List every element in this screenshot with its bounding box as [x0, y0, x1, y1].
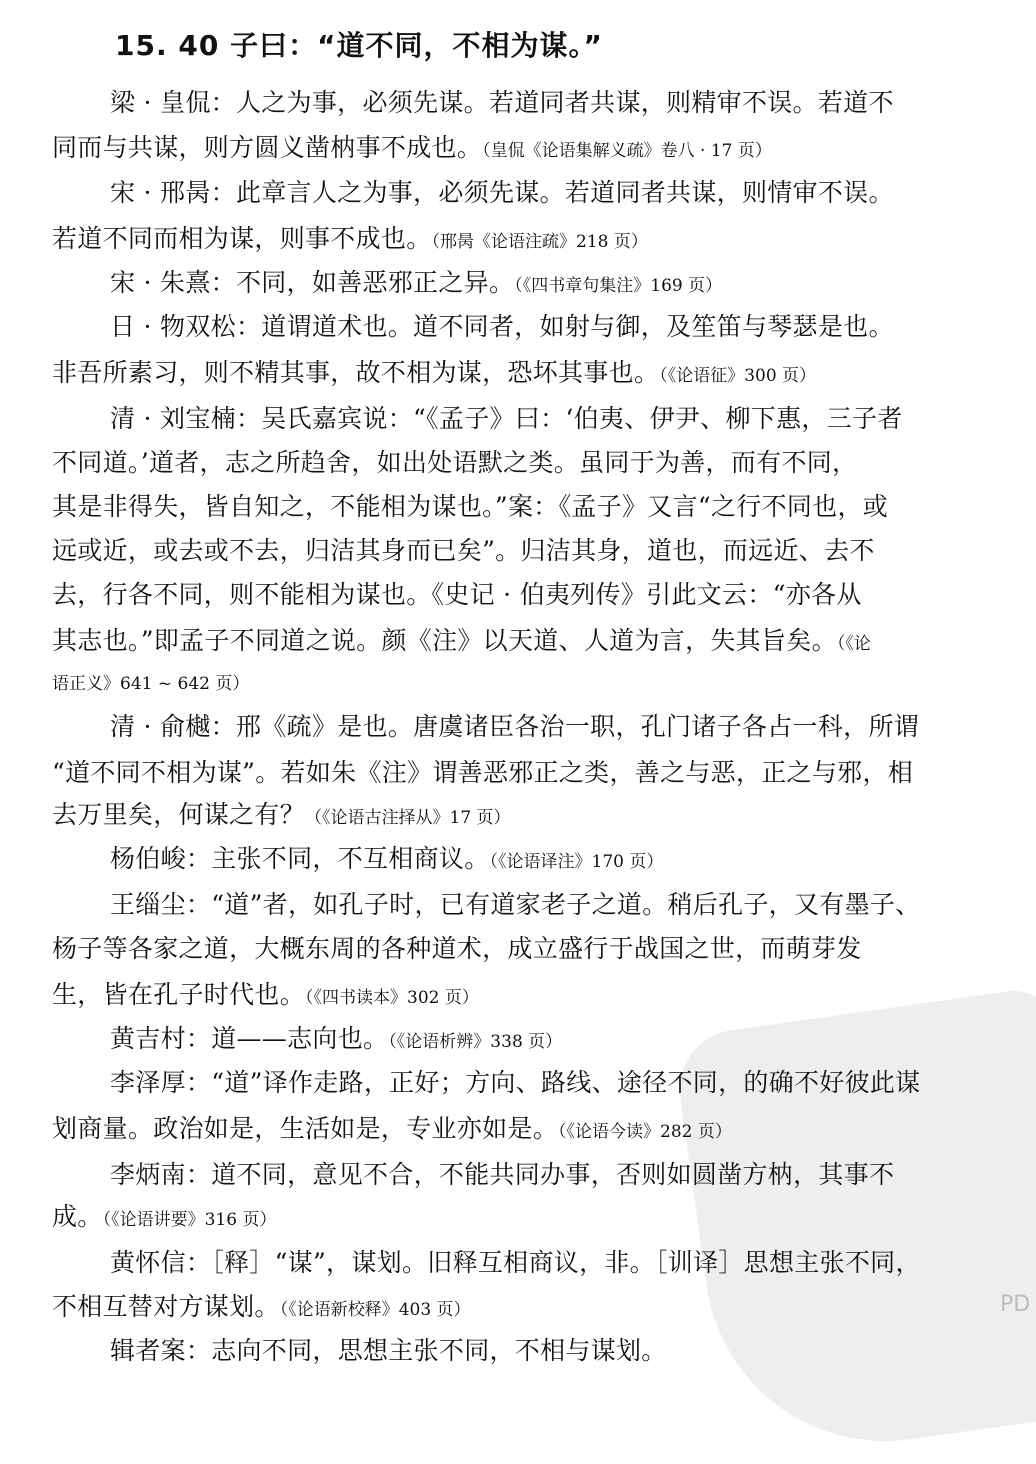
citation: （邢昺《论语注疏》218 页） — [431, 232, 648, 252]
commentary-text: 生，皆在孔子时代也。 — [52, 980, 306, 1009]
text-line — [110, 1246, 921, 1280]
commentary-text: 辑者案：志向不同，思想主张不同，不相与谋划。 — [110, 1336, 667, 1365]
text-line — [52, 1112, 732, 1149]
commentary-text: 王缁尘：“道”者，如孔子时，已有道家老子之道。稍后孔子，又有墨子、 — [110, 890, 921, 919]
text-line — [110, 402, 903, 436]
commentary-text: 成。 — [52, 1202, 103, 1231]
commentary-text: 不相互替对方谋划。 — [52, 1292, 280, 1321]
commentary-text: 宋 · 朱熹：不同，如善恶邪正之异。 — [110, 268, 515, 297]
text-line — [52, 932, 862, 966]
commentary-text: 同而与共谋，则方圆义凿枘事不成也。 — [52, 133, 483, 162]
commentary-text: 清 · 俞樾：邢《疏》是也。唐虞诸臣各治一职，孔门诸子各占一科，所谓 — [110, 712, 920, 741]
text-line — [110, 266, 722, 303]
citation: （《论语古注择从》17 页） — [305, 808, 511, 828]
commentary-text: 黄吉村：道——志向也。 — [110, 1024, 389, 1053]
commentary-text: 其志也。”即孟子不同道之说。颜《注》以天道、人道为言，失其旨矣。 — [52, 626, 837, 655]
commentary-text: 黄怀信：［释］“谋”，谋划。旧释互相商议，非。［训译］思想主张不同， — [110, 1248, 921, 1277]
text-line — [110, 888, 920, 922]
text-line — [110, 310, 894, 344]
commentary-text: 不同道。’道者，志之所趋舍，如出处语默之类。虽同于为善，而有不同， — [52, 448, 858, 477]
commentary-text: 杨子等各家之道，大概东周的各种道术，成立盛行于战国之世，而萌芽发 — [52, 934, 862, 963]
text-line — [52, 1200, 276, 1237]
text-line — [110, 842, 663, 879]
commentary-text: 清 · 刘宝楠：吴氏嘉宾说：“《孟子》曰：‘伯夷、伊尹、柳下惠，三子者 — [110, 404, 903, 433]
commentary-text: “道不同不相为谋”。若如朱《注》谓善恶邪正之类，善之与恶，正之与邪，相 — [52, 758, 914, 787]
citation: （《论语今读》282 页） — [558, 1122, 732, 1142]
commentary-text: 远或近，或去或不去，归洁其身而已矣”。归洁其身，道也，而远近、去不 — [52, 536, 875, 565]
commentary-text: 杨伯峻：主张不同，不互相商议。 — [110, 844, 490, 873]
citation: （《论语新校释》403 页） — [279, 1300, 471, 1320]
text-line — [52, 1290, 471, 1327]
citation: （皇侃《论语集解义疏》卷八 · 17 页） — [482, 141, 772, 161]
text-line — [110, 1066, 920, 1100]
citation: 语正义》641 ~ 642 页） — [52, 674, 250, 694]
text-line — [52, 490, 888, 524]
text-line — [52, 446, 857, 480]
commentary-text: 梁 · 皇侃：人之为事，必须先谋。若道同者共谋，则精审不误。若道不 — [110, 88, 894, 117]
section-heading: 15. 40 子曰：“道不同，不相为谋。” — [115, 29, 603, 62]
citation: （《论语析辨》338 页） — [388, 1032, 563, 1052]
citation: （《论语译注》170 页） — [489, 852, 664, 872]
citation: （《四书章句集注》169 页） — [514, 276, 723, 296]
watermark-text: PD — [1000, 1292, 1031, 1317]
text-line — [110, 176, 894, 210]
text-line — [52, 534, 875, 568]
text-line — [52, 222, 648, 259]
citation: （《四书读本》302 页） — [305, 988, 479, 1008]
commentary-text: 若道不同而相为谋，则事不成也。 — [52, 224, 432, 253]
citation: （《论语讲要》316 页） — [102, 1210, 277, 1230]
citation: （《论语征》300 页） — [659, 366, 817, 386]
commentary-text: 李炳南：道不同，意见不合，不能共同办事，否则如圆凿方枘，其事不 — [110, 1160, 895, 1189]
text-line — [52, 978, 479, 1015]
commentary-text: 划商量。政治如是，生活如是，专业亦如是。 — [52, 1114, 559, 1143]
commentary-text: 去万里矣，何谋之有？ — [52, 800, 306, 829]
text-line — [52, 356, 816, 393]
commentary-text: 去，行各不同，则不能相为谋也。《史记 · 伯夷列传》引此文云：“亦各从 — [52, 580, 862, 609]
commentary-text: 日 · 物双松：道谓道术也。道不同者，如射与御，及笙笛与琴瑟是也。 — [110, 312, 894, 341]
text-line — [52, 798, 511, 835]
text-line — [110, 1022, 562, 1059]
text-line — [52, 131, 772, 168]
commentary-text: 其是非得失，皆自知之，不能相为谋也。”案：《孟子》又言“之行不同也，或 — [52, 492, 889, 521]
commentary-text: 非吾所素习，则不精其事，故不相为谋，恐坏其事也。 — [52, 358, 660, 387]
text-line — [110, 1158, 894, 1192]
watermark-seal — [672, 986, 1036, 1464]
text-line — [52, 624, 871, 661]
text-line — [110, 86, 894, 120]
text-line — [52, 756, 913, 790]
text-line — [52, 578, 862, 612]
text-line — [52, 664, 249, 701]
citation: （《论 — [836, 634, 871, 654]
text-line — [110, 710, 919, 744]
commentary-text: 李泽厚：“道”译作走路，正好；方向、路线、途径不同，的确不好彼此谋 — [110, 1068, 921, 1097]
commentary-text: 宋 · 邢昺：此章言人之为事，必须先谋。若道同者共谋，则情审不误。 — [110, 178, 894, 207]
text-line — [110, 1334, 667, 1368]
